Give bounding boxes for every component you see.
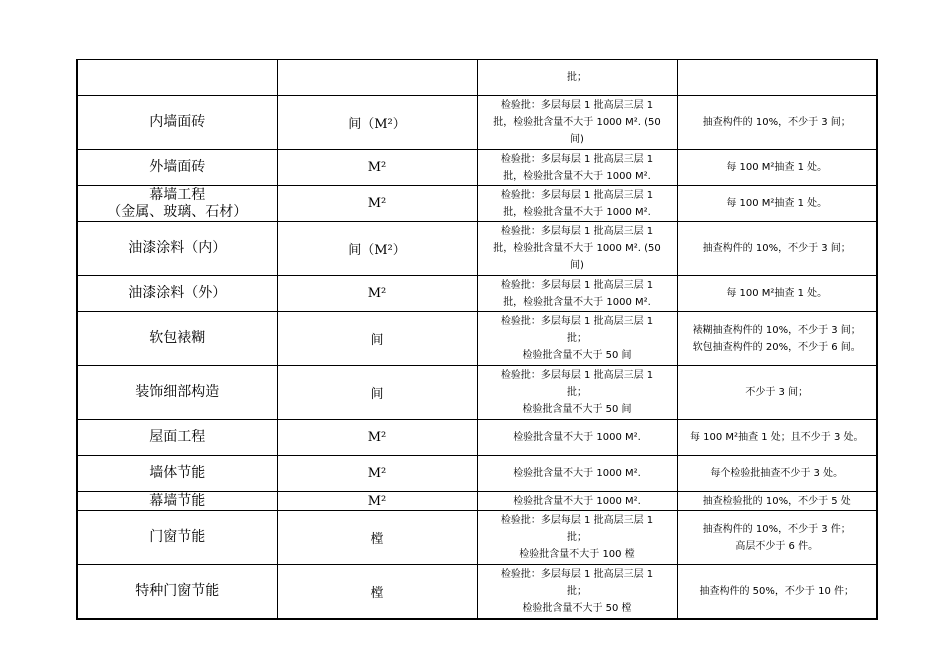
item-cell — [77, 456, 277, 492]
sampling-cell — [677, 60, 877, 96]
sampling-cell — [677, 222, 877, 276]
cell-line: 幕墙工程 — [149, 186, 206, 203]
cell-line: 间) — [570, 134, 584, 145]
cell-line: 批，检验批含量不大于 1000 M². — [503, 206, 651, 218]
table-row — [77, 565, 877, 619]
inspection-lot-cell — [477, 276, 677, 312]
cell-line: 抽查检验批的 10%，不少于 5 处 — [702, 495, 851, 507]
cell-line: 每个检验批抽查不少于 3 处。 — [710, 468, 844, 479]
cell-line: 批； — [567, 333, 587, 344]
sampling-cell — [677, 312, 877, 366]
table-row — [77, 420, 877, 456]
table-row — [77, 456, 877, 492]
cell-line: 软包抽查构件的 20%，不少于 6 间。 — [692, 341, 861, 353]
unit-cell: 间（M²） — [277, 222, 477, 276]
cell-line: 检验批：多层每层 1 批高层三层 1 — [500, 189, 654, 201]
sampling-cell — [677, 420, 877, 456]
cell-line: 幕墙节能 — [149, 492, 206, 509]
unit-cell — [277, 60, 477, 96]
table-row — [77, 222, 877, 276]
inspection-lot-cell — [477, 312, 677, 366]
unit-cell: 间（M²） — [277, 96, 477, 150]
inspection-lot-cell — [477, 420, 677, 456]
sampling-cell — [677, 565, 877, 619]
item-cell — [77, 565, 277, 619]
unit-cell: 樘 — [277, 511, 477, 565]
cell-line: 批，检验批含量不大于 1000 M². — [503, 170, 651, 182]
table-row — [77, 150, 877, 186]
inspection-lot-cell — [477, 456, 677, 492]
cell-line: 检验批：多层每层 1 批高层三层 1 — [500, 100, 654, 111]
table-row — [77, 276, 877, 312]
unit-cell: M² — [277, 456, 477, 492]
cell-line: 批； — [567, 585, 587, 597]
table-body — [77, 60, 877, 619]
cell-line: 检验批：多层每层 1 批高层三层 1 — [500, 515, 654, 526]
item-cell — [77, 511, 277, 565]
cell-line: 抽查构件的 10%，不少于 3 间； — [702, 117, 851, 128]
item-cell — [77, 420, 277, 456]
cell-line: 抽查构件的 50%，不少于 10 件； — [699, 585, 854, 597]
cell-line: 油漆涂料（外） — [128, 285, 227, 301]
cell-line: 检验批：多层每层 1 批高层三层 1 — [500, 316, 654, 327]
cell-line: 检验批含量不大于 1000 M². — [513, 432, 641, 443]
cell-line: 检验批：多层每层 1 批高层三层 1 — [500, 226, 654, 237]
cell-line: 检验批含量不大于 50 间 — [522, 350, 632, 361]
item-cell — [77, 366, 277, 420]
inspection-lot-cell — [477, 565, 677, 619]
cell-line: 抽查构件的 10%，不少于 3 间； — [702, 243, 851, 254]
cell-line: 检验批含量不大于 1000 M². — [513, 495, 641, 507]
cell-line: 特种门窗节能 — [135, 582, 220, 599]
unit-cell: M² — [277, 276, 477, 312]
sampling-cell — [677, 96, 877, 150]
cell-line: 不少于 3 间； — [745, 387, 809, 398]
item-cell — [77, 186, 277, 222]
cell-line: 装饰细部构造 — [135, 384, 220, 400]
unit-cell: M² — [277, 150, 477, 186]
cell-line: 门窗节能 — [149, 529, 206, 545]
cell-line: 批，检验批含量不大于 1000 M². — [503, 296, 651, 308]
sampling-cell — [677, 511, 877, 565]
table-row — [77, 312, 877, 366]
cell-line: 每 100 M²抽查 1 处；且不少于 3 处。 — [689, 432, 864, 443]
cell-line: 检验批含量不大于 100 樘 — [519, 549, 635, 560]
cell-line: 批，检验批含量不大于 1000 M². (50 — [493, 243, 661, 254]
unit-cell: 间 — [277, 312, 477, 366]
unit-cell: 樘 — [277, 565, 477, 619]
cell-line: 检验批含量不大于 50 樘 — [522, 602, 632, 614]
inspection-lot-cell — [477, 96, 677, 150]
cell-line: 检验批：多层每层 1 批高层三层 1 — [500, 153, 654, 165]
inspection-lot-cell — [477, 60, 677, 96]
sampling-cell — [677, 366, 877, 420]
item-cell — [77, 96, 277, 150]
table-row — [77, 60, 877, 96]
cell-line: 批； — [567, 532, 587, 543]
unit-cell: 间 — [277, 366, 477, 420]
sampling-cell — [677, 492, 877, 511]
cell-line: 每 100 M²抽查 1 处。 — [726, 288, 828, 299]
cell-line: 批，检验批含量不大于 1000 M². (50 — [493, 117, 661, 128]
cell-line: 间) — [570, 260, 584, 271]
table-row — [77, 96, 877, 150]
unit-cell: M² — [277, 420, 477, 456]
cell-line: 内墙面砖 — [149, 114, 206, 130]
cell-line: 墙体节能 — [149, 465, 206, 481]
sampling-cell — [677, 276, 877, 312]
cell-line: 屋面工程 — [149, 429, 206, 445]
item-cell — [77, 222, 277, 276]
cell-line: 检验批：多层每层 1 批高层三层 1 — [500, 370, 654, 381]
cell-line: 每 100 M²抽查 1 处。 — [726, 162, 828, 173]
cell-line: 抽查构件的 10%，不少于 3 件； — [702, 523, 851, 535]
inspection-lot-cell — [477, 492, 677, 511]
cell-line: 检验批含量不大于 1000 M². — [513, 468, 641, 479]
inspection-lot-cell — [477, 186, 677, 222]
inspection-lot-cell — [477, 511, 677, 565]
inspection-table — [76, 59, 878, 620]
inspection-lot-cell — [477, 222, 677, 276]
cell-line: 裱糊抽查构件的 10%，不少于 3 间； — [692, 324, 861, 336]
table-row — [77, 366, 877, 420]
cell-line: 软包裱糊 — [149, 330, 206, 346]
cell-line: 每 100 M²抽查 1 处。 — [726, 198, 828, 209]
table-row — [77, 186, 877, 222]
sampling-cell — [677, 150, 877, 186]
table-row — [77, 511, 877, 565]
sampling-cell — [677, 186, 877, 222]
cell-line: 批； — [567, 72, 587, 83]
item-cell — [77, 492, 277, 511]
cell-line: 油漆涂料（内） — [128, 240, 227, 256]
unit-cell: M² — [277, 186, 477, 222]
item-cell — [77, 276, 277, 312]
inspection-lot-cell — [477, 150, 677, 186]
cell-line: （金属、玻璃、石材） — [107, 203, 248, 220]
cell-line: 检验批：多层每层 1 批高层三层 1 — [500, 568, 654, 580]
item-cell — [77, 150, 277, 186]
item-cell — [77, 60, 277, 96]
cell-line: 外墙面砖 — [149, 159, 206, 175]
unit-cell: M² — [277, 492, 477, 511]
inspection-lot-cell — [477, 366, 677, 420]
item-cell — [77, 312, 277, 366]
table-row — [77, 492, 877, 511]
sampling-cell — [677, 456, 877, 492]
cell-line: 检验批含量不大于 50 间 — [522, 404, 632, 415]
cell-line: 检验批：多层每层 1 批高层三层 1 — [500, 279, 654, 291]
cell-line: 批； — [567, 387, 587, 398]
cell-line: 高层不少于 6 件。 — [735, 540, 819, 552]
